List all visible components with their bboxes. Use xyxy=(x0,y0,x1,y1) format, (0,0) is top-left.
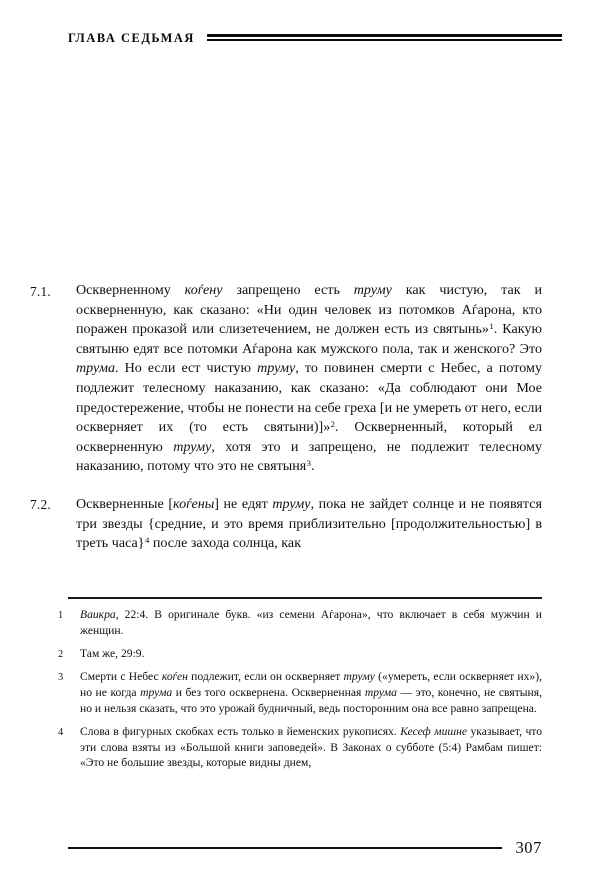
footnote-item xyxy=(58,669,542,716)
section-body: Оскверненному коѓену запрещено есть труму как чистую, так и оскверненную, как сказано: «Ни один человек из потомков Аѓарона, кто поражен проказой или слизетечением, не должен есть из святынь»$^1$. Какую святыню едят все потомки Аѓарона как мужского пола, так и женского? Это трума. Но если ест чистую труму, то повинен смерти с Небес, а потому подлежит телесному наказанию, как сказано: «Да соблюдают они Мое предостережение, чтобы не понести на себе греха [и не умереть от него, если оскверняет их (то есть святыни)]»$^2$. Оскверненный, который ел оскверненную труму, хотя это и запрещено, не подлежит телесному наказанию, потому что это не святыня$^3$. xyxy=(76,282,543,475)
body-text xyxy=(30,281,542,554)
footnote-number: 2 xyxy=(58,648,64,660)
page-footer xyxy=(68,840,542,857)
footnote-item xyxy=(58,607,542,639)
footnote-text: Смерти с Небес коѓен подлежит, если он оскверняет труму («умереть, если оскверняет их»), но не когда трума и без того осквернена. Оскверненная трума — это, конечно, не святыня, но и нельзя сказать, что это урожай будничный, ведь посторонним она все равно запрещена. xyxy=(80,670,542,715)
section-number: 7.2. xyxy=(30,497,51,513)
footnotes-block xyxy=(58,607,542,771)
footnote-number: 4 xyxy=(58,726,64,738)
footnote-text: Слова в фигурных скобках есть только в йеменских рукописях. Кесеф мишне указывает, что эти слова взяты из «Большой книги заповедей». В Законах о субботе (5:4) Рамбам пишет: «Это не большие звезды, которые видны днем, xyxy=(80,724,542,770)
footnote-text: Ваикра, 22:4. В оригинале букв. «из семени Аѓарона», что включает в себя мужчин и женщин. xyxy=(80,608,542,637)
footnote-number: 3 xyxy=(58,672,64,684)
running-head-rule xyxy=(207,34,562,43)
running-head xyxy=(68,27,562,49)
footnote-separator xyxy=(68,597,542,599)
section-paragraph xyxy=(30,495,542,554)
chapter-title: ГЛАВА СЕДЬМАЯ xyxy=(68,30,195,45)
footnote-number: 1 xyxy=(58,610,64,621)
footer-rule xyxy=(68,847,502,849)
footnote-text: Там же, 29:9. xyxy=(80,646,145,660)
section-body: Оскверненные [коѓены] не едят труму, пока не зайдет солнце и не появятся три звезды {средние, и это время приблизительно [продолжительностью] в треть часа}$^4$ после захода солнца, как xyxy=(76,495,542,552)
page-number: 307 xyxy=(515,838,542,857)
footnote-item xyxy=(58,724,542,771)
section-number: 7.1. xyxy=(30,283,51,299)
section-paragraph xyxy=(30,281,542,477)
footnote-item xyxy=(58,646,542,663)
